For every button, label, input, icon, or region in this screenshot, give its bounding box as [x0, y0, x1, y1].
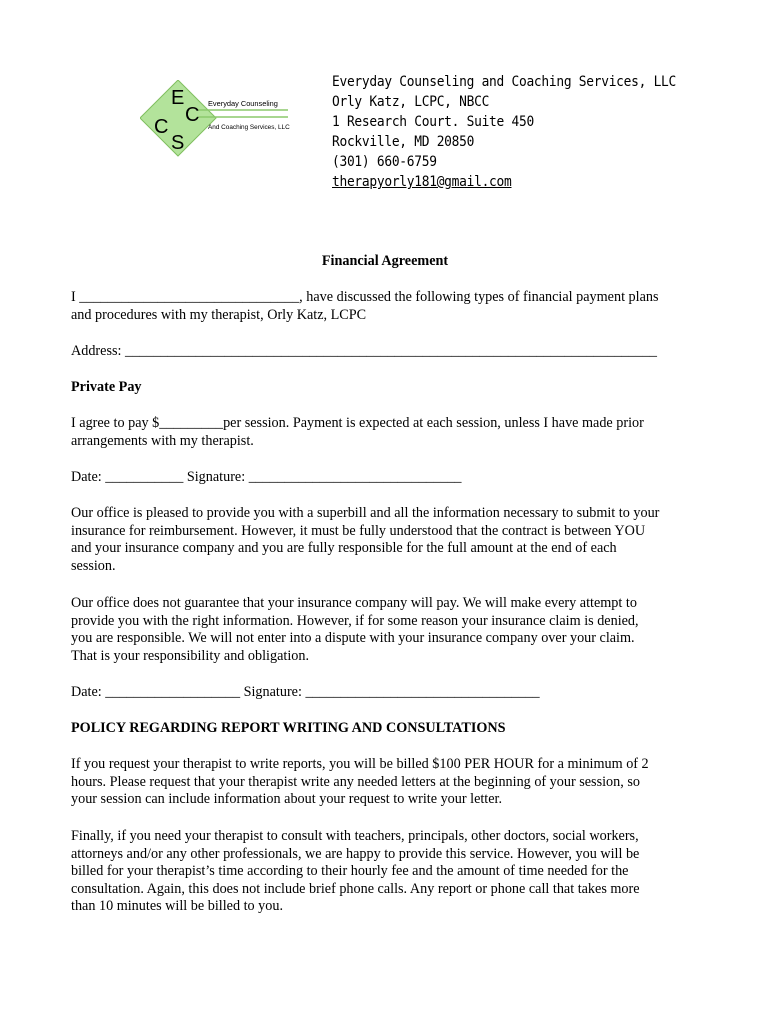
therapist-name: Orly Katz, LCPC, NBCC	[332, 94, 490, 110]
insurance-paragraph-1	[71, 505, 711, 575]
intro-line-1: I _______________________________, have discussed the following types of financial payment plans	[71, 289, 659, 305]
policy-paragraph-2	[71, 828, 711, 916]
policy-p2-line-5: than 10 minutes will be billed to you.	[71, 898, 284, 915]
policy-p1-line-3: your session can include information about your request to write your letter.	[71, 791, 503, 808]
letterhead	[332, 72, 676, 192]
insurance-p2-line-3: you are responsible. We will not enter into a dispute with your insurance company over your claim.	[71, 630, 635, 647]
intro-line-2: and procedures with my therapist, Orly Katz, LCPC	[71, 306, 367, 323]
policy-p1-line-2: hours. Please request that your therapist write any needed letters at the beginning of your session, so	[71, 773, 640, 790]
policy-p2-line-4: consultation. Again, this does not include brief phone calls. Any report or phone call that takes more	[71, 880, 640, 897]
insurance-p1-line-2: insurance for reimbursement. However, it must be fully understood that the contract is between YOU	[71, 522, 646, 539]
email-link[interactable]: therapyorly181@gmail.com	[332, 174, 512, 190]
insurance-p2-line-2: provide you with the right information. However, if for some reason your insurance claim is denied,	[71, 612, 639, 629]
insurance-p1-line-3: and your insurance company and you are fully responsible for the full amount at the end of each	[71, 540, 617, 557]
policy-p1-line-1: If you request your therapist to write reports, you will be billed $100 PER HOUR for a minimum of 2	[71, 756, 649, 772]
policy-paragraph-1	[71, 756, 711, 809]
insurance-p2-line-1: Our office does not guarantee that your insurance company will pay. We will make every attempt to	[71, 595, 637, 611]
insurance-p1-line-4: session.	[71, 557, 116, 574]
private-pay-heading: Private Pay	[71, 379, 142, 395]
street-address: 1 Research Court. Suite 450	[332, 114, 534, 130]
insurance-paragraph-2	[71, 595, 711, 665]
logo-text-line2: And Coaching Services, LLC	[208, 124, 290, 131]
ecs-logo	[140, 80, 300, 160]
page-title: Financial Agreement	[321, 253, 449, 269]
private-pay-date-signature: Date: ___________ Signature: ______________________________	[71, 469, 462, 485]
policy-p2-line-3: billed for your therapist’s time according to their hourly fee and the amount of time needed for the	[71, 863, 629, 880]
company-name: Everyday Counseling and Coaching Services, LLC	[332, 74, 677, 90]
phone-number: (301) 660-6759	[332, 154, 437, 170]
policy-heading: POLICY REGARDING REPORT WRITING AND CONSULTATIONS	[71, 720, 506, 736]
private-pay-line-2: arrangements with my therapist.	[71, 432, 254, 449]
insurance-p1-line-1: Our office is pleased to provide you with a superbill and all the information necessary to submit to your	[71, 505, 660, 521]
logo-letter-s: S	[171, 132, 185, 154]
logo-letter-c2: C	[154, 116, 169, 138]
private-pay-paragraph	[71, 415, 711, 450]
logo-letter-c1: C	[185, 104, 200, 126]
insurance-p2-line-4: That is your responsibility and obligation.	[71, 647, 310, 664]
ecs-logo-graphic	[140, 80, 300, 160]
private-pay-line-1: I agree to pay $_________per session. Payment is expected at each session, unless I have made prior	[71, 415, 644, 431]
logo-text-line1: Everyday Counseling	[208, 99, 278, 108]
policy-p2-line-1: Finally, if you need your therapist to consult with teachers, principals, other doctors, social workers,	[71, 828, 639, 844]
address-line: Address: ___________________________________________________________________________	[71, 343, 658, 359]
city-state-zip: Rockville, MD 20850	[332, 134, 475, 150]
logo-letter-e: E	[171, 87, 185, 109]
insurance-date-signature: Date: ___________________ Signature: _________________________________	[71, 684, 540, 700]
policy-p2-line-2: attorneys and/or any other professionals, we are happy to provide this service. However, you will be	[71, 845, 640, 862]
intro-paragraph	[71, 289, 711, 324]
